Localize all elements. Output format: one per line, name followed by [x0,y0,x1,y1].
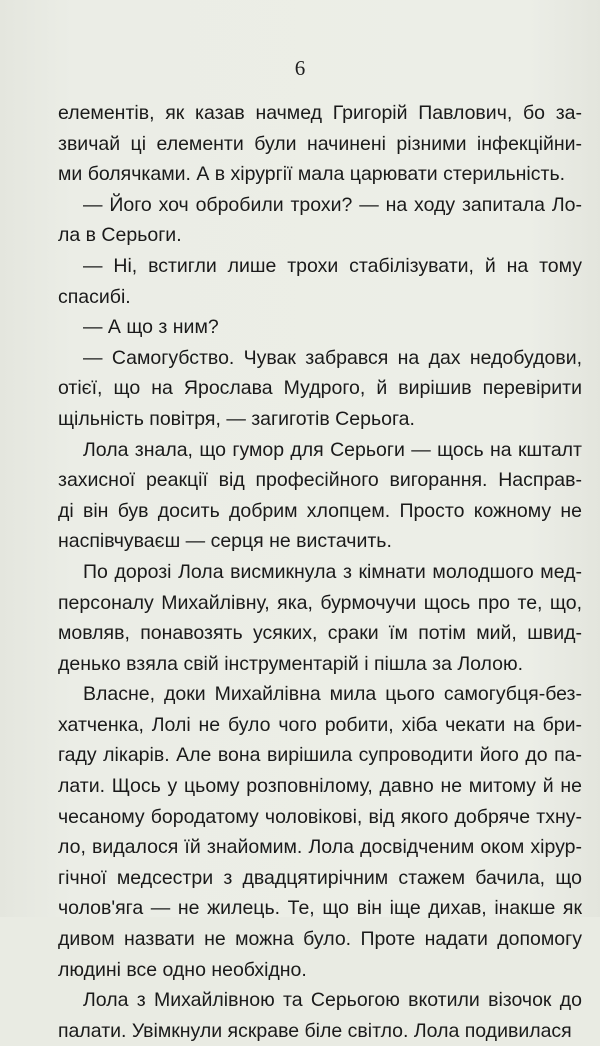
text-line: мовляв, понавозять усяких, сраки їм потім мий, швид- [58,622,582,645]
text-line: гаду лікарів. Але вона вирішила супроводити його до па- [58,744,582,767]
text-line: палати. Увімкнули яскраве біле світло. Лола подивилася [58,1019,572,1042]
text-line: ла в Серьоги. [58,224,182,247]
text-line: наспівчуваєш — серця не вистачить. [58,530,392,553]
text-line: — А що з ним? [83,316,219,339]
text-line: ми болячками. А в хірургії мала царювати стерильність. [58,163,566,186]
text-line: людині все одно необхідно. [58,958,307,981]
text-line: — Самогубство. Чувак забрався на дах недобудови, [83,346,582,369]
text-line: Лола знала, що гумор для Серьоги — щось на кшталт [83,438,582,461]
text-line: чесаному бородатому чоловікові, від якого добряче тхну- [58,805,582,828]
body-text [58,98,588,1046]
text-line: отієї, що на Ярослава Мудрого, й вирішив перевірити [58,377,582,400]
text-line: персоналу Михайлівну, яка, бурмочучи щось про те, що, [58,591,582,614]
text-line: ло, видалося їй знайомим. Лола досвідченим оком хірур- [58,836,582,859]
text-line: Лола з Михайлівною та Серьогою вкотили візочок до [83,989,582,1012]
text-line: ді він був досить добрим хлопцем. Просто кожному не [58,499,582,522]
text-line: По дорозі Лола висмикнула з кімнати молодшого мед- [83,560,582,583]
text-line: денько взяла свій інструментарій і пішла за Лолою. [58,652,524,675]
text-line: — Ні, встигли лише трохи стабілізувати, й на тому [83,254,582,277]
text-line: дивом назвати не можна було. Проте надати допомогу [58,928,582,951]
text-line: щільність повітря, — загиготів Серьога. [58,407,415,430]
text-line: спасибі. [58,285,131,308]
text-line: Власне, доки Михайлівна мила цього самогубця-без- [83,683,582,706]
text-line: чолов'яга — не жилець. Те, що він іще дихав, інакше як [58,897,582,920]
text-line: захисної реакції від професійного вигорання. Насправ- [58,469,582,492]
text-line: — Його хоч обробили трохи? — на ходу запитала Ло- [83,193,582,216]
text-line: звичай ці елементи були начинені різними інфекційни- [58,132,582,155]
text-line: елементів, як казав начмед Григорій Павлович, бо за- [58,102,582,124]
text-line: лати. Щось у цьому розповнілому, давно не митому й не [58,775,582,798]
text-line: гічної медсестри з двадцятирічним стажем бачила, що [58,866,582,889]
page-number: 6 [294,56,306,80]
text-line: хатченка, Лолі не було чого робити, хіба чекати на бри- [58,713,582,736]
